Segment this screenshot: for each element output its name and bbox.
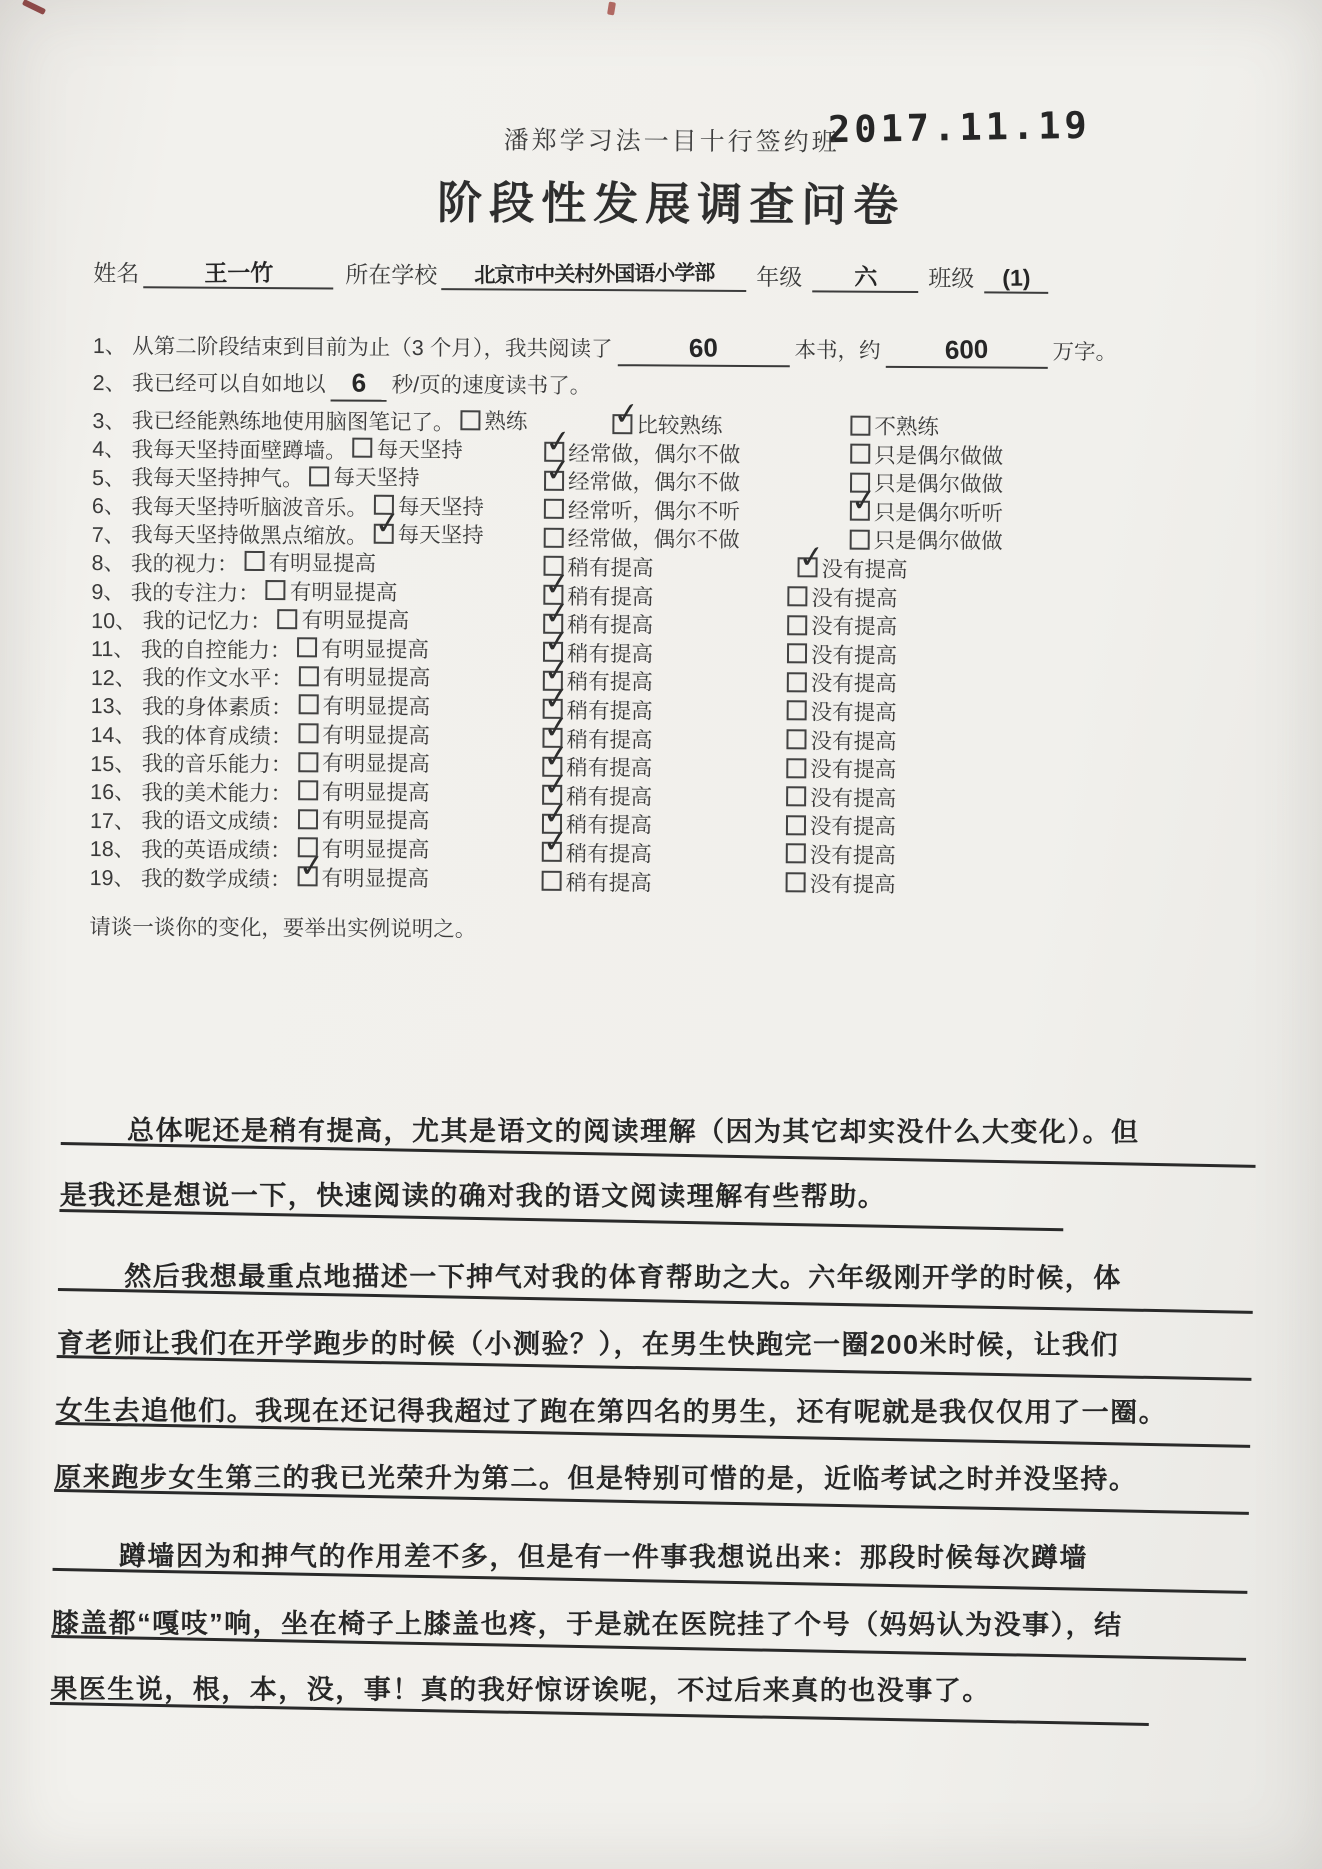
checkbox-empty [786, 729, 806, 749]
answer-blank [331, 367, 387, 401]
check-mark: ✓ [542, 594, 572, 633]
option-label: 没有提高 [809, 843, 896, 868]
question-text: 我的语文成绩： [141, 809, 292, 835]
option-label: 经常听，偶尔不听 [567, 498, 740, 524]
checkbox-empty [460, 410, 480, 430]
essay-line-text: 原来跑步女生第三的我已光荣升为第二。但是特别可惜的是，近临考试之时并没坚持。 [54, 1462, 1138, 1495]
checkbox-empty [544, 499, 564, 519]
option-label: 有明显提高 [322, 665, 431, 691]
option-label: 有明显提高 [301, 608, 410, 634]
question-text: 我已经可以自如地以 [132, 371, 326, 397]
option-label: 没有提高 [811, 585, 898, 611]
checkbox-empty [299, 666, 319, 686]
option-label: 每天坚持 [333, 465, 420, 491]
check-mark: ✓ [541, 823, 571, 862]
school-value: 北京市中关村外国语小学部 [473, 261, 714, 288]
option [298, 718, 430, 750]
option-label: 没有提高 [811, 614, 898, 640]
option [786, 867, 896, 899]
form-content [89, 0, 1250, 948]
question-number: 19、 [89, 865, 136, 891]
checkbox-empty [787, 586, 807, 606]
option-label: 没有提高 [810, 757, 897, 783]
question-text: 我每天坚持面壁蹲墙。 [131, 437, 347, 463]
checkbox-empty [244, 551, 264, 571]
question-text: 我的作文水平： [142, 666, 293, 692]
question-text: 我的记忆力： [142, 608, 272, 634]
class-field [984, 263, 1048, 293]
school-label: 所在学校 [345, 261, 438, 289]
question-number: 13、 [90, 694, 137, 719]
name-value: 王一竹 [203, 259, 273, 287]
option [353, 432, 463, 464]
handwritten-answer: 6 [350, 367, 367, 398]
checkbox-empty [850, 529, 870, 549]
option-label: 稍有提高 [566, 756, 653, 781]
essay-line-text: 蹲墙因为和抻气的作用差不多，但是有一件事我想说出来：那段时候每次蹲墙 [118, 1541, 1088, 1573]
option-label: 没有提高 [810, 643, 898, 668]
option-label: 没有提高 [810, 700, 897, 725]
checkbox-empty [298, 752, 318, 772]
option-label: 有明显提高 [322, 722, 431, 748]
option-label: 没有提高 [810, 786, 897, 811]
checkbox-empty [786, 786, 806, 806]
class-value: (1) [1002, 264, 1031, 291]
question-text: 我每天坚持做黑点缩放。 [131, 523, 368, 549]
checkbox-empty [787, 615, 807, 635]
option-label: 没有提高 [821, 557, 908, 582]
option [278, 603, 410, 635]
option-label: 稍有提高 [566, 641, 654, 667]
option-label: 熟练 [484, 409, 528, 434]
handwritten-answer: 600 [944, 333, 989, 365]
essay-line-text: 女生去追他们。我现在还记得我超过了跑在第四名的男生，还有呢就是我仅仅用了一圈。 [55, 1395, 1168, 1428]
question-text: 我的体育成绩： [141, 723, 293, 749]
question-text: 我每天坚持抻气。 [131, 465, 304, 491]
question-number: 14、 [90, 723, 137, 748]
check-mark: ✓ [542, 565, 573, 605]
checkbox-empty [542, 871, 562, 891]
option-label: 只是偶尔听听 [873, 500, 1003, 526]
option [373, 504, 484, 550]
questions-list [90, 328, 1248, 895]
question-text: 我每天坚持听脑波音乐。 [131, 494, 368, 520]
question-number: 5、 [92, 465, 126, 490]
check-mark: ✓ [542, 651, 572, 690]
option-label: 稍有提高 [566, 727, 653, 752]
option-label: 经常做，偶尔不做 [568, 441, 741, 467]
grade-field [812, 262, 918, 293]
essay-line-text: 果医生说，根，本，没，事！真的我好惊讶诶呢，不过后来真的也没事了。 [50, 1674, 991, 1706]
option-label: 经常做，偶尔不做 [567, 470, 741, 496]
question-number: 11、 [90, 637, 135, 662]
option-label: 稍有提高 [567, 555, 654, 581]
question-text: 我的身体素质： [142, 694, 293, 720]
option-label: 不熟练 [874, 414, 939, 440]
essay-line-text: 然后我想最重点地描述一下抻气对我的体育帮助之大。六年级刚开学的时候，体 [124, 1261, 1122, 1294]
answer-blank [617, 332, 789, 367]
checkbox-checked [796, 538, 827, 578]
option-label: 有明显提高 [321, 837, 430, 862]
option [298, 804, 430, 836]
student-info-row [93, 255, 1248, 295]
checkbox-empty [544, 528, 564, 548]
option-label: 稍有提高 [565, 813, 653, 838]
essay-line-text: 育老师让我们在开学跑步的时候（小测验？），在男生快跑完一圈200米时候，让我们 [56, 1328, 1120, 1361]
option-label: 没有提高 [810, 671, 897, 697]
option-label: 经常做，偶尔不做 [567, 527, 740, 553]
check-mark: ✓ [611, 394, 642, 433]
checkbox-empty [786, 758, 806, 778]
checkbox-checked [543, 451, 573, 490]
checkbox-empty [298, 809, 318, 829]
checkbox-empty [850, 444, 870, 464]
checkbox-empty [297, 637, 317, 657]
checkbox-empty [787, 672, 807, 692]
question-text: 我已经能熟练地使用脑图笔记了。 [131, 408, 455, 435]
question-number: 3、 [92, 408, 126, 433]
question-number: 15、 [90, 751, 136, 776]
name-label: 姓名 [93, 259, 140, 287]
question-number: 7、 [91, 522, 126, 548]
page-title: 阶段性发展调查问卷 [437, 177, 906, 231]
option-label: 稍有提高 [566, 784, 653, 810]
question-text: 我的专注力： [130, 580, 260, 606]
handwritten-date: 2017.11.19 [827, 103, 1092, 152]
checkbox-empty [787, 643, 807, 663]
question-number: 10、 [91, 608, 137, 633]
checkbox-empty [266, 580, 286, 600]
check-mark: ✓ [541, 737, 572, 776]
question-text: 我的英语成绩： [141, 837, 292, 863]
check-mark: ✓ [542, 622, 572, 662]
checkbox-empty [278, 609, 298, 629]
question-number: 1、 [92, 333, 127, 359]
question-text: 本书，约 [794, 338, 881, 363]
option-label: 有明显提高 [268, 551, 377, 576]
question-number: 16、 [90, 780, 136, 805]
essay-line-text: 总体呢还是稍有提高，尤其是语文的阅读理解（因为其它却实没什么大变化）。但 [127, 1115, 1140, 1148]
checkbox-empty [850, 415, 870, 435]
option-label: 没有提高 [810, 728, 897, 754]
checkbox-checked [373, 504, 403, 544]
check-mark: ✓ [541, 680, 572, 719]
question-text: 我的美术能力： [141, 780, 293, 806]
essay-prompt: 请谈一谈你的变化，要举出实例说明之。 [89, 915, 477, 942]
option [297, 632, 429, 664]
scan-artifact-mark [22, 0, 46, 15]
checkbox-checked [849, 481, 879, 521]
checkbox-checked [541, 823, 571, 862]
checkbox-empty [787, 701, 807, 721]
option-label: 每天坚持 [397, 523, 484, 548]
essay-lines [50, 1078, 1257, 1728]
essay-line-text: 膝盖都“嘎吱”响，坐在椅子上膝盖也疼，于是就在医院挂了个号（妈妈认为没事），结 [51, 1608, 1123, 1641]
option-label: 只是偶尔做做 [874, 443, 1004, 469]
question-number: 17、 [89, 808, 136, 834]
question-number: 4、 [92, 437, 126, 462]
name-field [143, 258, 333, 289]
question-text: 万字。 [1052, 339, 1118, 365]
checkbox-checked [611, 394, 642, 434]
option-label: 只是偶尔做做 [873, 529, 1003, 554]
question-number: 8、 [91, 551, 126, 576]
question-number: 9、 [91, 580, 125, 605]
option [244, 546, 376, 578]
question-text: 我的数学成绩： [140, 866, 292, 892]
handwritten-answer: 60 [688, 332, 719, 364]
option-label: 稍有提高 [565, 841, 652, 867]
option-label: 只是偶尔做做 [873, 471, 1004, 497]
question-text: 秒/页的速度读书了。 [391, 372, 592, 399]
option-label: 稍有提高 [567, 613, 654, 638]
checkbox-empty [786, 815, 806, 835]
option [298, 775, 430, 807]
option [542, 865, 652, 897]
grade-label: 年级 [756, 264, 803, 291]
option-label: 每天坚持 [376, 437, 463, 462]
grade-value: 六 [853, 263, 877, 290]
question-text: 我的音乐能力： [141, 751, 293, 777]
option [299, 661, 431, 693]
school-field [441, 260, 746, 292]
option [309, 461, 419, 493]
question-number: 12、 [90, 665, 137, 691]
option-label: 有明显提高 [321, 865, 430, 891]
option-label: 每天坚持 [397, 494, 484, 520]
answer-blank [885, 334, 1047, 369]
check-mark: ✓ [543, 451, 573, 490]
option-label: 有明显提高 [322, 780, 430, 805]
check-mark: ✓ [849, 481, 879, 521]
check-mark: ✓ [796, 538, 827, 578]
option-label: 没有提高 [809, 871, 896, 897]
option [266, 575, 398, 607]
question-number: 2、 [92, 370, 127, 396]
option [298, 746, 430, 778]
checkbox-empty [786, 844, 806, 864]
class-label: 班级 [928, 265, 975, 292]
check-mark: ✓ [373, 504, 403, 543]
option-label: 有明显提高 [322, 694, 431, 719]
option [299, 689, 431, 721]
question-text: 我的自控能力： [140, 637, 292, 663]
option-label: 稍有提高 [566, 698, 653, 724]
option-label: 有明显提高 [321, 808, 430, 834]
question-text: 我的视力： [130, 551, 239, 577]
checkbox-empty [298, 723, 318, 743]
course-header: 潘郑学习法一目十行签约班 [503, 126, 840, 157]
option-label: 没有提高 [809, 814, 897, 840]
option-label: 有明显提高 [322, 751, 430, 777]
question-text: 从第二阶段结束到目前为止（3 个月），我共阅读了 [132, 334, 613, 362]
checkbox-empty [298, 780, 318, 800]
question-number: 18、 [89, 837, 136, 862]
option-label: 稍有提高 [566, 670, 653, 695]
option [460, 404, 527, 435]
option-label: 有明显提高 [289, 579, 398, 605]
checkbox-empty [786, 872, 806, 892]
option-label: 有明显提高 [321, 637, 429, 662]
check-mark: ✓ [541, 765, 571, 805]
option-label: 比较熟练 [636, 413, 723, 438]
option-label: 稍有提高 [567, 584, 654, 609]
option [296, 847, 430, 893]
checkbox-empty [353, 438, 373, 458]
essay-line-text: 是我还是想说一下，快速阅读的确对我的语文阅读理解有些帮助。 [59, 1180, 887, 1212]
option-label: 稍有提高 [565, 870, 652, 895]
checkbox-checked [296, 847, 327, 886]
checkbox-empty [310, 466, 330, 486]
check-mark: ✓ [541, 794, 571, 833]
question-number: 6、 [91, 494, 126, 519]
check-mark: ✓ [543, 422, 573, 462]
checkbox-empty [299, 695, 319, 715]
check-mark: ✓ [541, 708, 572, 748]
check-mark: ✓ [296, 847, 327, 886]
